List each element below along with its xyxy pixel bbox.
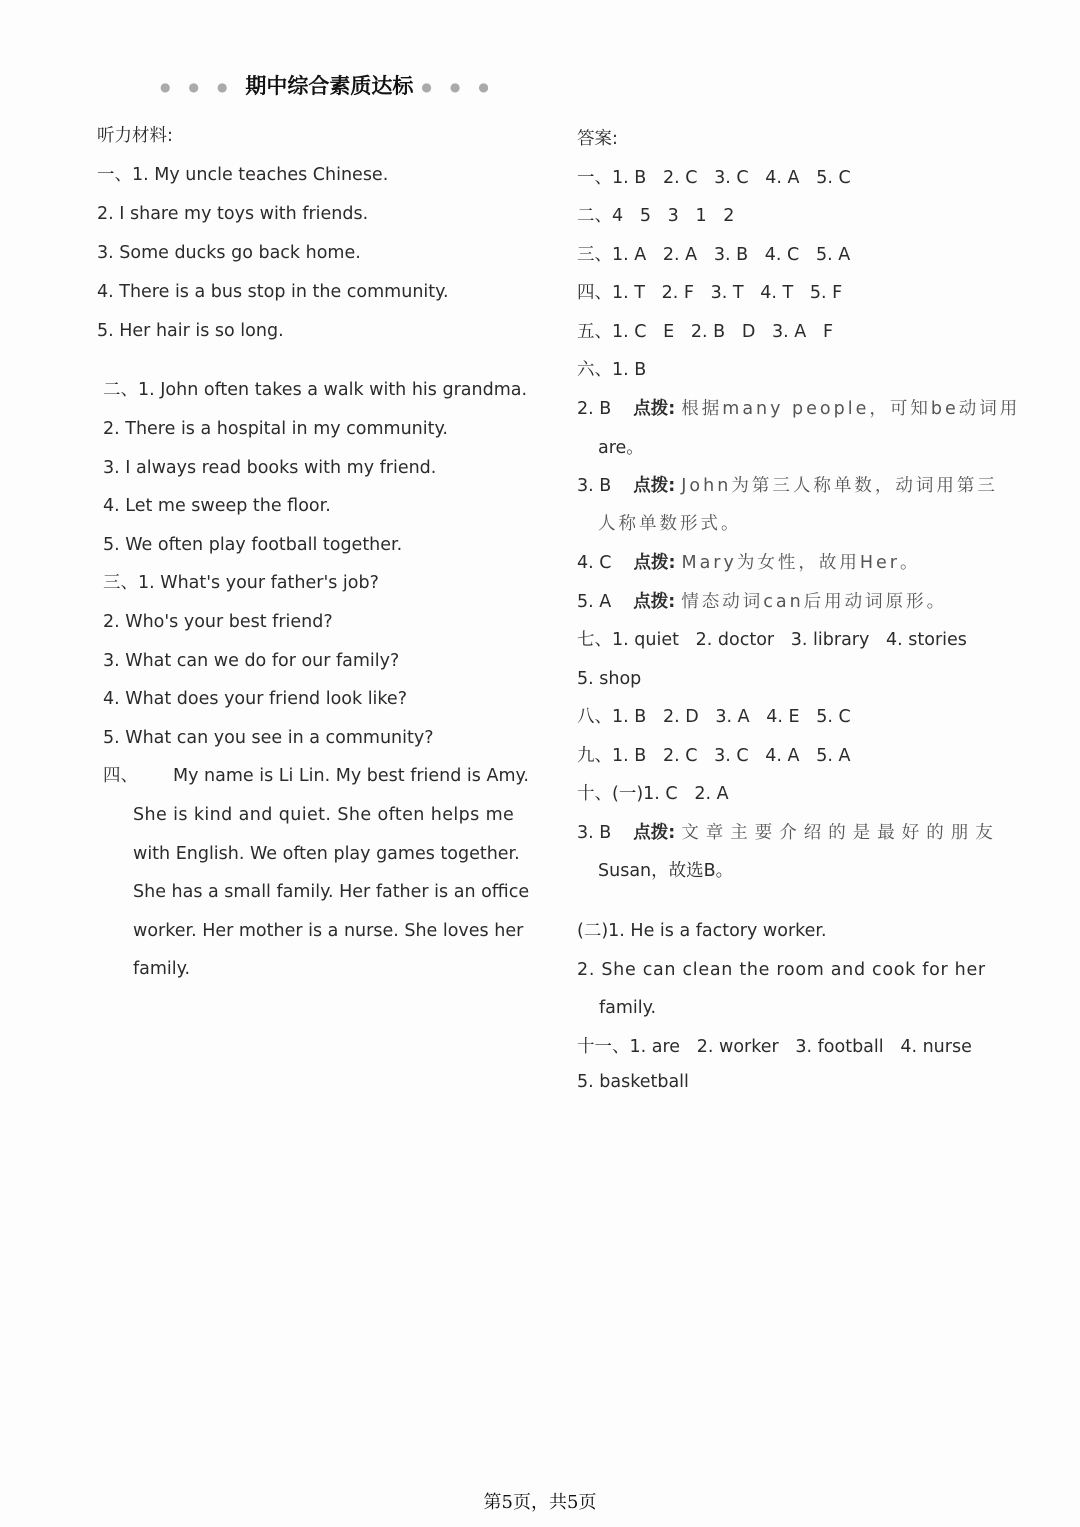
hint-label: 点拨:: [633, 592, 676, 612]
answer-line: family.: [599, 998, 657, 1018]
hint-line: [577, 821, 1000, 845]
text-line: 5. What can you see in a community?: [103, 728, 434, 748]
answer-number: 2. B: [577, 399, 612, 419]
decorative-dots-icon: ●●●: [160, 80, 246, 94]
hint-label: 点拨:: [633, 823, 676, 843]
text-line: 4. What does your friend look like?: [103, 689, 407, 709]
text-line: 四、: [103, 766, 138, 786]
text-line: 4. Let me sweep the floor.: [103, 496, 331, 516]
answer-number: 3. B: [577, 476, 612, 496]
decorative-dots-icon: ●●●: [421, 80, 507, 94]
answer-line: 六、1. B: [577, 360, 647, 380]
answer-line: 三、1. A 2. A 3. B 4. C 5. A: [577, 245, 851, 265]
text-line: 2. Who's your best friend?: [103, 612, 333, 632]
text-line: My name is Li Lin. My best friend is Amy.: [173, 766, 529, 786]
text-line: 一、1. My uncle teaches Chinese.: [97, 165, 389, 185]
text-line: 二、1. John often takes a walk with his grandma.: [103, 380, 528, 400]
hint-label: 点拨:: [633, 476, 676, 496]
answer-line: 八、1. B 2. D 3. A 4. E 5. C: [577, 707, 851, 727]
text-line: 5. We often play football together.: [103, 535, 403, 555]
text-line: 3. Some ducks go back home.: [97, 243, 361, 263]
text-line: 5. Her hair is so long.: [97, 321, 284, 341]
hint-cont: Susan，故选B。: [598, 861, 734, 881]
answer-line: 一、1. B 2. C 3. C 4. A 5. C: [577, 168, 851, 188]
page-title: [160, 70, 507, 100]
answer-line: 七、1. quiet 2. doctor 3. library 4. stories: [577, 630, 967, 650]
answer-number: 4. C: [577, 553, 612, 573]
hint-text: 根据many people，可知be动词用: [681, 399, 1021, 419]
hint-text: Mary为女性，故用Her。: [681, 553, 921, 573]
hint-label: 点拨:: [633, 399, 676, 419]
answer-line: 九、1. B 2. C 3. C 4. A 5. A: [577, 746, 851, 766]
text-line: She has a small family. Her father is an office: [133, 882, 530, 902]
text-line: 4. There is a bus stop in the community.: [97, 282, 449, 302]
text-line: 2. I share my toys with friends.: [97, 204, 369, 224]
text-line: She is kind and quiet. She often helps me: [133, 805, 515, 825]
hint-label: 点拨:: [633, 553, 676, 573]
hint-text: 情态动词can后用动词原形。: [681, 592, 948, 612]
hint-text: 文章主要介绍的是最好的朋友: [681, 823, 1000, 843]
text-line: family.: [133, 959, 191, 979]
hint-line: [577, 397, 1020, 421]
hint-cont: are。: [598, 438, 644, 458]
answer-line: (二)1. He is a factory worker.: [577, 921, 827, 941]
answer-line: 5. basketball: [577, 1072, 689, 1092]
answers-heading: 答案:: [577, 129, 618, 149]
answer-line: 2. She can clean the room and cook for her: [577, 960, 986, 980]
text-line: 2. There is a hospital in my community.: [103, 419, 448, 439]
text-line: worker. Her mother is a nurse. She loves her: [133, 921, 524, 941]
answer-line: 十一、1. are 2. worker 3. football 4. nurse: [577, 1037, 972, 1057]
hint-cont: 人称单数形式。: [598, 514, 742, 534]
hint-line: [577, 590, 947, 614]
hint-line: [577, 551, 920, 575]
answer-number: 3. B: [577, 823, 612, 843]
text-line: 3. What can we do for our family?: [103, 651, 400, 671]
answer-line: 5. shop: [577, 669, 642, 689]
answer-line: 二、4 5 3 1 2: [577, 206, 735, 226]
title-text: 期中综合素质达标: [245, 74, 414, 98]
hint-line: [577, 474, 998, 498]
answer-line: 五、1. C E 2. B D 3. A F: [577, 322, 834, 342]
text-line: 三、1. What's your father's job?: [103, 573, 379, 593]
listening-heading: 听力材料:: [97, 126, 173, 146]
answer-line: 十、(一)1. C 2. A: [577, 784, 729, 804]
answer-number: 5. A: [577, 592, 612, 612]
answer-line: 四、1. T 2. F 3. T 4. T 5. F: [577, 283, 843, 303]
text-line: with English. We often play games together.: [133, 844, 520, 864]
hint-text: John为第三人称单数，动词用第三: [681, 476, 998, 496]
text-line: 3. I always read books with my friend.: [103, 458, 437, 478]
page-footer: 第5页，共5页: [483, 1492, 597, 1513]
